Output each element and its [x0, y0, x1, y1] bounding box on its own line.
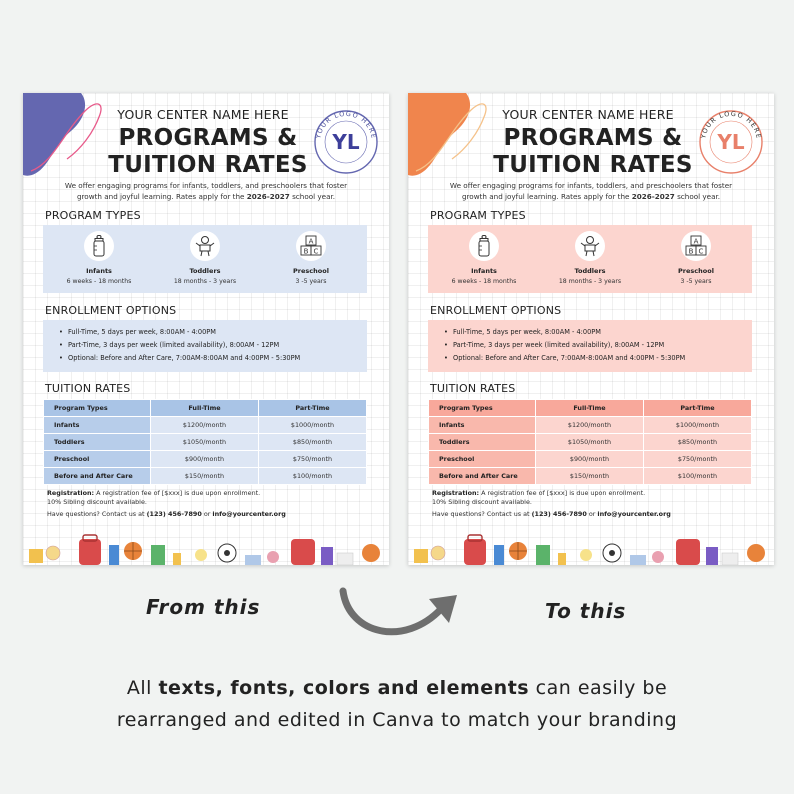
table-row: Toddlers $1050/month $850/month: [429, 434, 752, 451]
table-row: Infants $1200/month $1000/month: [44, 417, 367, 434]
table-row: Preschool $900/month $750/month: [44, 451, 367, 468]
list-item: • Optional: Before and After Care, 7:00AM-8:00AM and 4:00PM - 5:30PM: [444, 352, 685, 365]
list-item: • Optional: Before and After Care, 7:00AM-8:00AM and 4:00PM - 5:30PM: [59, 352, 300, 365]
school-supplies-illustration: [23, 531, 389, 565]
enrollment-heading: ENROLLMENT OPTIONS: [45, 304, 177, 317]
list-item: • Part-Time, 3 days per week (limited availability), 8:00AM - 12PM: [444, 339, 685, 352]
table-header-row: Program Types Full-Time Part-Time: [429, 400, 752, 417]
curved-arrow-icon: [335, 585, 465, 645]
baby-bottle-icon: [84, 231, 114, 261]
svg-text:YOUR LOGO HERE: YOUR LOGO HERE: [699, 109, 763, 140]
caption-from: From this: [146, 595, 261, 619]
toddler-icon: [190, 231, 220, 261]
list-item: • Full-Time, 5 days per week, 8:00AM - 4:00PM: [59, 326, 300, 339]
table-row: Preschool $900/month $750/month: [429, 451, 752, 468]
table-row: Toddlers $1050/month $850/month: [44, 434, 367, 451]
enrollment-panel: [428, 320, 752, 372]
enrollment-panel: [43, 320, 367, 372]
program-infants: Infants 6 weeks - 18 months: [430, 231, 538, 285]
center-name: YOUR CENTER NAME HERE: [502, 107, 674, 122]
svg-text:A: A: [693, 237, 699, 246]
flyer-before: [23, 93, 389, 565]
center-name: YOUR CENTER NAME HERE: [117, 107, 289, 122]
list-item: • Full-Time, 5 days per week, 8:00AM - 4:00PM: [444, 326, 685, 339]
contact-line: Have questions? Contact us at (123) 456-7890 or info@yourcenter.org: [47, 510, 286, 518]
program-toddlers: Toddlers 18 months - 3 years: [536, 231, 644, 285]
flyer-after: [408, 93, 774, 565]
registration-note: Registration: A registration fee of [$xxx] is due upon enrollment. 10% Sibling discount available.: [432, 489, 646, 506]
svg-text:YL: YL: [717, 130, 745, 154]
caption-to: To this: [545, 599, 627, 623]
title-line-2: TUITION RATES: [108, 152, 308, 178]
list-item: • Part-Time, 3 days per week (limited availability), 8:00AM - 12PM: [59, 339, 300, 352]
abc-blocks-icon: [681, 231, 711, 261]
program-types-panel: [428, 225, 752, 293]
footnote-text: All texts, fonts, colors and elements can easily be rearranged and edited in Canva to match your branding: [116, 677, 678, 731]
enrollment-heading: ENROLLMENT OPTIONS: [430, 304, 562, 317]
table-header-row: Program Types Full-Time Part-Time: [44, 400, 367, 417]
svg-text:YOUR LOGO HERE: YOUR LOGO HERE: [314, 109, 378, 140]
table-row: Before and After Care $150/month $100/month: [44, 468, 367, 485]
svg-text:YL: YL: [332, 130, 360, 154]
title-line-1: PROGRAMS &: [118, 125, 298, 151]
registration-note: Registration: A registration fee of [$xxx] is due upon enrollment. 10% Sibling discount available.: [47, 489, 261, 506]
svg-text:C: C: [313, 247, 319, 256]
abc-blocks-icon: [296, 231, 326, 261]
program-types-heading: PROGRAM TYPES: [45, 209, 141, 222]
toddler-icon: [575, 231, 605, 261]
enrollment-list: [444, 326, 685, 365]
program-preschool: A B C Preschool 3 -5 years: [642, 231, 750, 285]
baby-bottle-icon: [469, 231, 499, 261]
tuition-table: [43, 399, 367, 485]
tuition-table: [428, 399, 752, 485]
svg-text:C: C: [698, 247, 704, 256]
svg-text:B: B: [688, 247, 694, 256]
intro-text: We offer engaging programs for infants, toddlers, and preschoolers that foster growth and joyful learning. Rates apply for the 2026-2027 school year.: [449, 181, 733, 201]
program-types-heading: PROGRAM TYPES: [430, 209, 526, 222]
program-preschool: A B C Preschool 3 -5 years: [257, 231, 365, 285]
contact-line: Have questions? Contact us at (123) 456-7890 or info@yourcenter.org: [432, 510, 671, 518]
table-row: Before and After Care $150/month $100/month: [429, 468, 752, 485]
table-row: Infants $1200/month $1000/month: [429, 417, 752, 434]
title-line-1: PROGRAMS &: [503, 125, 683, 151]
svg-text:B: B: [303, 247, 309, 256]
school-supplies-illustration: [408, 531, 774, 565]
tuition-heading: TUITION RATES: [430, 382, 516, 395]
program-toddlers: Toddlers 18 months - 3 years: [151, 231, 259, 285]
intro-text: We offer engaging programs for infants, toddlers, and preschoolers that foster growth and joyful learning. Rates apply for the 2026-2027 school year.: [64, 181, 348, 201]
enrollment-list: [59, 326, 300, 365]
program-infants: Infants 6 weeks - 18 months: [45, 231, 153, 285]
tuition-heading: TUITION RATES: [45, 382, 131, 395]
program-types-panel: [43, 225, 367, 293]
svg-text:A: A: [308, 237, 314, 246]
title-line-2: TUITION RATES: [493, 152, 693, 178]
